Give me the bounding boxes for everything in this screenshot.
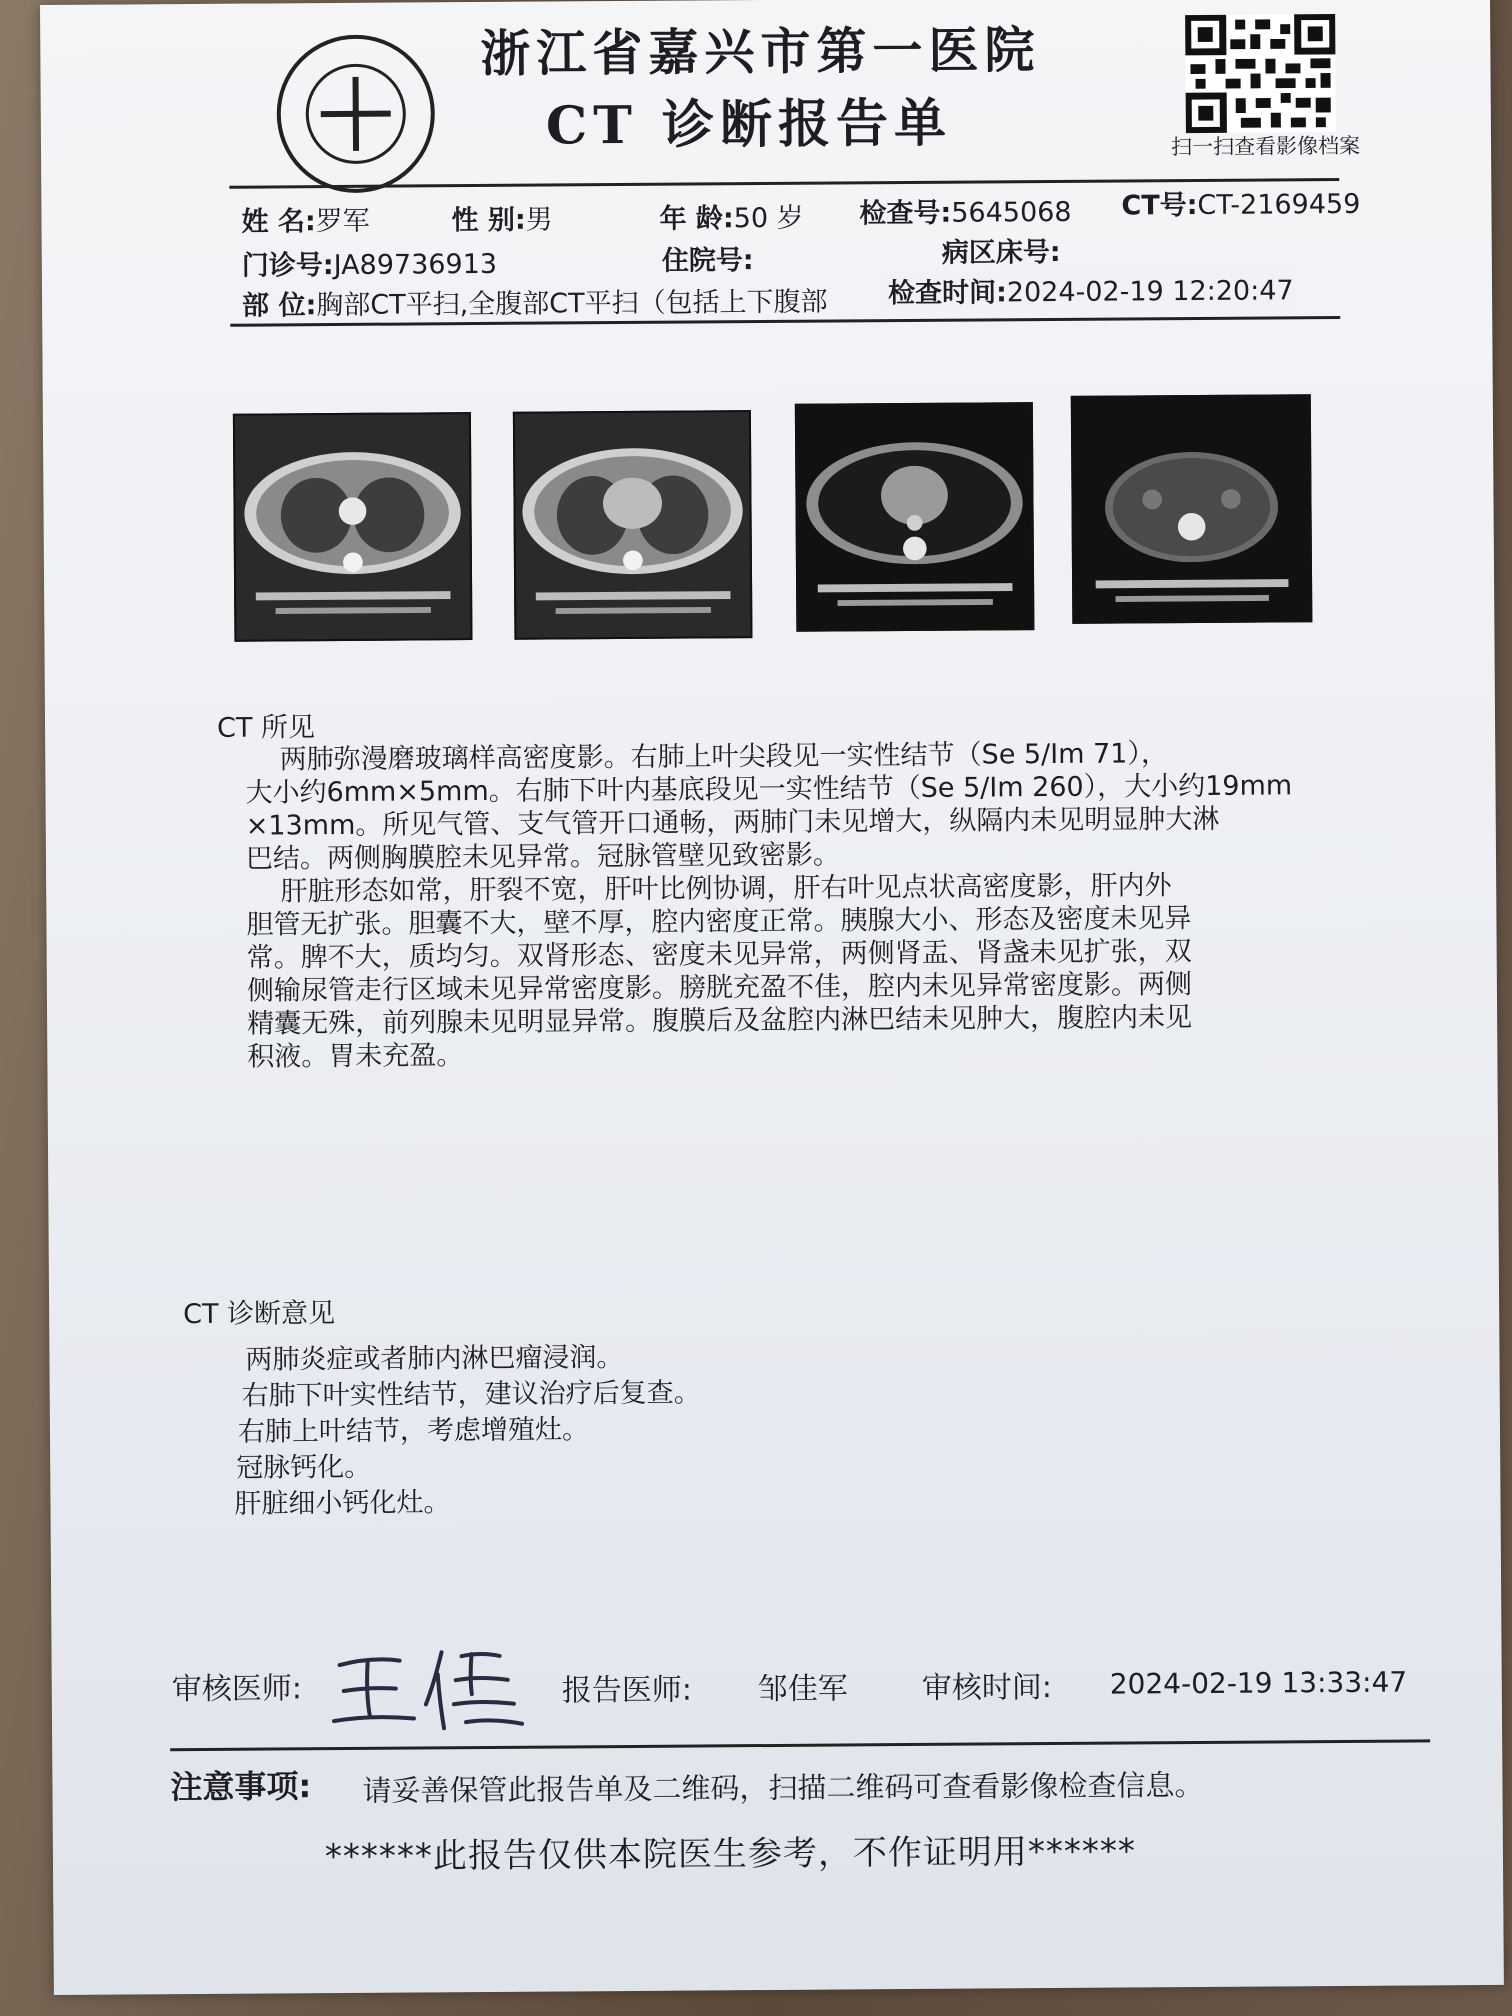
findings-text: 两肺弥漫磨玻璃样高密度影。右肺上叶尖段见一实性结节（Se 5/Im 71）， 大小约6mm×5mm。右肺下叶内基底段见一实性结节（Se 5/Im 260），大小约19mm ×13mm。所见气管、支气管开口通畅，两肺门未见增大，纵隔内未见明显肿大淋 巴结。两侧胸膜腔未见异常。冠脉管壁见致密影。 肝脏形态如常，肝裂不宽，肝叶比例协调，肝右叶见点状高密度影，肝内外 胆管无扩张。胆囊不大，壁不厚，腔内密度正常。胰腺大小、形态及密度未见异 常。脾不大，质均匀。双肾形态、密度未见异常，两侧肾盂、肾盏未见扩张，双 侧输尿管走行区域未见异常密度影。膀胱充盈不佳，腔内未见异常密度影。两侧 精囊无殊，前列腺未见明显异常。腹膜后及盆腔内淋巴结未见肿大，腹腔内未见 积液。胃未充盈。	[245, 738, 1293, 1073]
footer-divider	[170, 1739, 1430, 1751]
disclaimer-note: ******此报告仅供本院医生参考，不作证明用******	[324, 1831, 1137, 1878]
reporter-label: 报告医师:	[561, 1672, 693, 1709]
outpatient-no: JA89736913	[333, 248, 498, 282]
qr-caption: 扫一扫查看影像档案	[1170, 133, 1361, 160]
diagnosis-line-3: 右肺上叶结节，考虑增殖灶。	[237, 1414, 590, 1448]
inpatient-field: 住院号:	[661, 245, 754, 277]
qr-code-icon[interactable]	[1185, 14, 1336, 133]
outpatient-field: 门诊号:JA89736913	[241, 248, 498, 282]
diagnosis-title: CT 诊断意见	[183, 1298, 336, 1331]
sex-field: 性 别:男	[451, 204, 553, 237]
body-part-field: 部 位:胸部CT平扫,全腹部CT平扫（包括上下腹部	[242, 286, 828, 322]
ct-no-field: CT号:CT-2169459	[1121, 188, 1361, 222]
reviewer-label: 审核医师:	[171, 1671, 303, 1708]
ct-image-abdomen	[1071, 394, 1313, 624]
notice-label: 注意事项:	[170, 1767, 312, 1807]
ward-bed-field: 病区床号:	[941, 236, 1061, 269]
cross-emblem-icon	[305, 64, 406, 165]
diagnosis-line-4: 冠脉钙化。	[236, 1451, 372, 1484]
hospital-logo	[276, 34, 435, 193]
findings-title: CT 所见	[216, 712, 316, 744]
exam-no-field: 检查号:5645068	[859, 196, 1072, 230]
body-part: 胸部CT平扫,全腹部CT平扫（包括上下腹部	[316, 286, 828, 322]
diagnosis-line-2: 右肺下叶实性结节，建议治疗后复查。	[241, 1377, 701, 1412]
review-time: 2024-02-19 13:33:47	[1109, 1665, 1408, 1701]
diagnosis-line-5: 肝脏细小钙化灶。	[234, 1487, 451, 1520]
report-title: CT 诊断报告单	[545, 92, 953, 157]
hospital-name: 浙江省嘉兴市第一医院	[480, 20, 1041, 83]
name-field: 姓 名:罗军	[241, 205, 370, 238]
reporter-name: 邹佳军	[757, 1671, 848, 1708]
exam-time: 2024-02-19 12:20:47	[1006, 275, 1294, 309]
diagnosis-line-1: 两肺炎症或者肺内淋巴瘤浸润。	[245, 1342, 624, 1376]
exam-no: 5645068	[951, 196, 1072, 229]
review-time-label: 审核时间:	[921, 1670, 1053, 1706]
patient-sex: 男	[525, 204, 553, 236]
ct-image-chest-upper	[233, 412, 473, 642]
patient-age: 50 岁	[733, 202, 804, 235]
notice-text: 请妥善保管此报告单及二维码，扫描二维码可查看影像检查信息。	[362, 1767, 1204, 1808]
ct-no: CT-2169459	[1197, 188, 1361, 221]
reviewer-signature	[321, 1634, 552, 1736]
patient-name: 罗军	[315, 205, 370, 238]
report-paper	[40, 0, 1504, 1995]
age-field: 年 龄:50 岁	[659, 202, 804, 235]
ct-image-chest-mid	[513, 410, 753, 640]
exam-time-field: 检查时间:2024-02-19 12:20:47	[884, 268, 1294, 310]
ct-image-mediastinum	[795, 402, 1035, 632]
